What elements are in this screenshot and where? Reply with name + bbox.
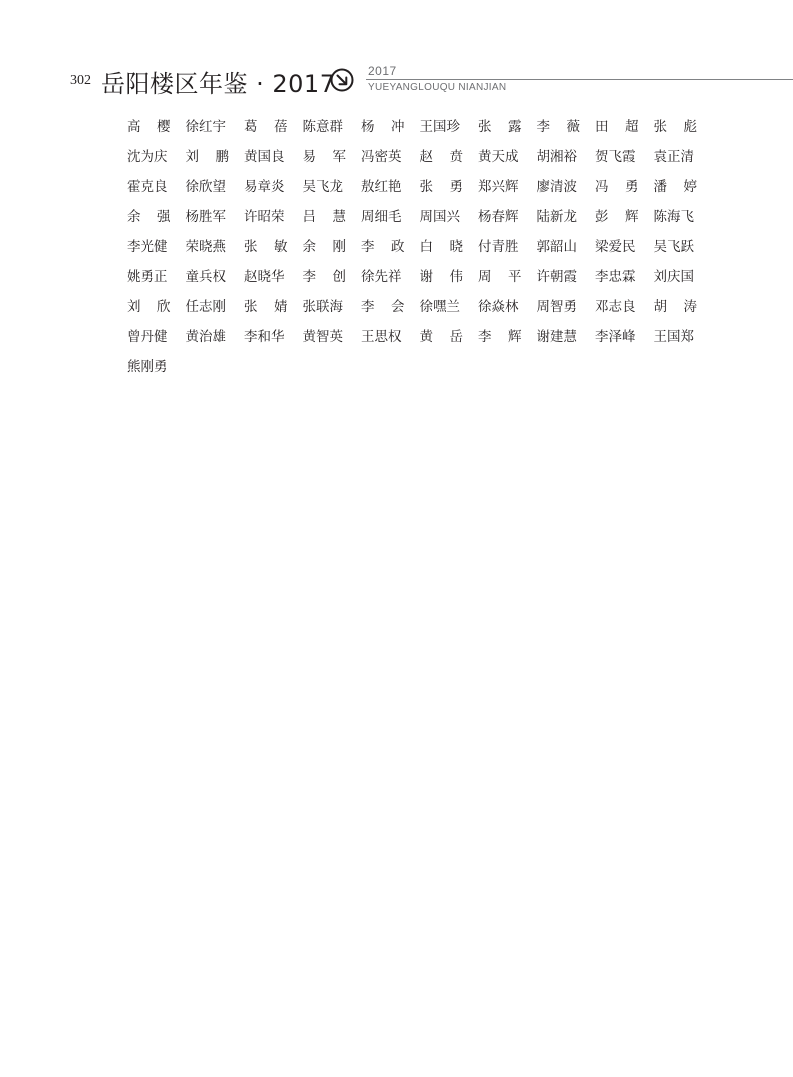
- header-pinyin: YUEYANGLOUQU NIANJIAN: [368, 82, 507, 93]
- name-entry: 曾丹健: [127, 329, 168, 345]
- name-entry: 吴飞龙: [302, 179, 343, 195]
- name-entry: 黄智英: [302, 329, 343, 345]
- name-entry: 张 露: [478, 119, 522, 135]
- name-entry: 白 晓: [419, 239, 463, 255]
- name-entry: 余 刚: [302, 239, 346, 255]
- name-entry: 李 薇: [536, 119, 580, 135]
- name-entry: 李 创: [302, 269, 346, 285]
- name-entry: 徐嘿兰: [419, 299, 460, 315]
- name-entry: 付青胜: [478, 239, 519, 255]
- name-entry: 邓志良: [595, 299, 636, 315]
- name-entry: 许朝霞: [536, 269, 577, 285]
- name-entry: 杨 冲: [361, 119, 405, 135]
- name-entry: 许昭荣: [244, 209, 285, 225]
- name-entry: 谢 伟: [419, 269, 463, 285]
- name-entry: 易 军: [302, 149, 346, 165]
- name-entry: 贺飞霞: [595, 149, 636, 165]
- name-entry: 刘 欣: [127, 299, 171, 315]
- name-entry: 荣晓燕: [185, 239, 226, 255]
- name-entry: 冯密英: [361, 149, 402, 165]
- name-entry: 姚勇正: [127, 269, 168, 285]
- name-entry: 冯 勇: [595, 179, 639, 195]
- name-entry: 张 敏: [244, 239, 288, 255]
- name-entry: 周细毛: [361, 209, 402, 225]
- name-entry: 黄天成: [478, 149, 519, 165]
- name-entry: 熊刚勇: [127, 359, 168, 375]
- name-entry: 陆新龙: [536, 209, 577, 225]
- name-entry: 吕 慧: [302, 209, 346, 225]
- name-entry: 郭韶山: [536, 239, 577, 255]
- name-entry: 彭 辉: [595, 209, 639, 225]
- name-entry: 李 辉: [478, 329, 522, 345]
- name-entry: 李 政: [361, 239, 405, 255]
- name-entry: 田 超: [595, 119, 639, 135]
- name-entry: 黄国良: [244, 149, 285, 165]
- name-entry: 梁爱民: [595, 239, 636, 255]
- name-entry: 童兵权: [185, 269, 226, 285]
- circled-arrow-down-right-icon: [330, 68, 354, 92]
- name-entry: 李 会: [361, 299, 405, 315]
- name-entry: 袁正清: [653, 149, 694, 165]
- name-entry: 张 勇: [419, 179, 463, 195]
- name-entry: 廖清波: [536, 179, 577, 195]
- name-entry: 谢建慧: [536, 329, 577, 345]
- name-entry: 易章炎: [244, 179, 285, 195]
- name-entry: 余 强: [127, 209, 171, 225]
- name-entry: 黄治雄: [185, 329, 226, 345]
- page-number: 302: [70, 73, 91, 88]
- name-entry: 张联海: [302, 299, 343, 315]
- name-entry: 潘 婷: [653, 179, 697, 195]
- name-entry: 杨胜军: [185, 209, 226, 225]
- name-entry: 吴飞跃: [653, 239, 694, 255]
- name-entry: 张 彪: [653, 119, 697, 135]
- name-entry: 周 平: [478, 269, 522, 285]
- name-entry: 李光健: [127, 239, 168, 255]
- name-entry: 陈意群: [302, 119, 343, 135]
- name-entry: 徐先祥: [361, 269, 402, 285]
- name-entry: 杨春辉: [478, 209, 519, 225]
- name-entry: 郑兴辉: [478, 179, 519, 195]
- name-entry: 徐欣望: [185, 179, 226, 195]
- name-entry: 沈为庆: [127, 149, 168, 165]
- name-entry: 刘 鹏: [185, 149, 229, 165]
- book-title: 岳阳楼区年鉴 · 2017: [101, 70, 336, 98]
- name-entry: 赵晓华: [244, 269, 285, 285]
- name-entry: 徐红宇: [185, 119, 226, 135]
- name-entry: 黄 岳: [419, 329, 463, 345]
- name-entry: 刘庆国: [653, 269, 694, 285]
- page-header: [0, 0, 793, 100]
- name-entry: 李忠霖: [595, 269, 636, 285]
- name-entry: 敖红艳: [361, 179, 402, 195]
- header-year: 2017: [368, 64, 397, 78]
- name-entry: 王思权: [361, 329, 402, 345]
- name-entry: 胡 涛: [653, 299, 697, 315]
- name-entry: 高 樱: [127, 119, 171, 135]
- name-entry: 徐焱林: [478, 299, 519, 315]
- name-entry: 王国珍: [419, 119, 460, 135]
- name-entry: 李泽峰: [595, 329, 636, 345]
- name-entry: 赵 贲: [419, 149, 463, 165]
- header-rule: [366, 79, 793, 80]
- name-entry: 葛 蓓: [244, 119, 288, 135]
- name-list: [127, 110, 727, 380]
- name-entry: 陈海飞: [653, 209, 694, 225]
- name-entry: 霍克良: [127, 179, 168, 195]
- name-entry: 张 婧: [244, 299, 288, 315]
- name-entry: 胡湘裕: [536, 149, 577, 165]
- name-entry: 李和华: [244, 329, 285, 345]
- name-entry: 周智勇: [536, 299, 577, 315]
- name-entry: 任志刚: [185, 299, 226, 315]
- name-entry: 周国兴: [419, 209, 460, 225]
- name-entry: 王国郑: [653, 329, 694, 345]
